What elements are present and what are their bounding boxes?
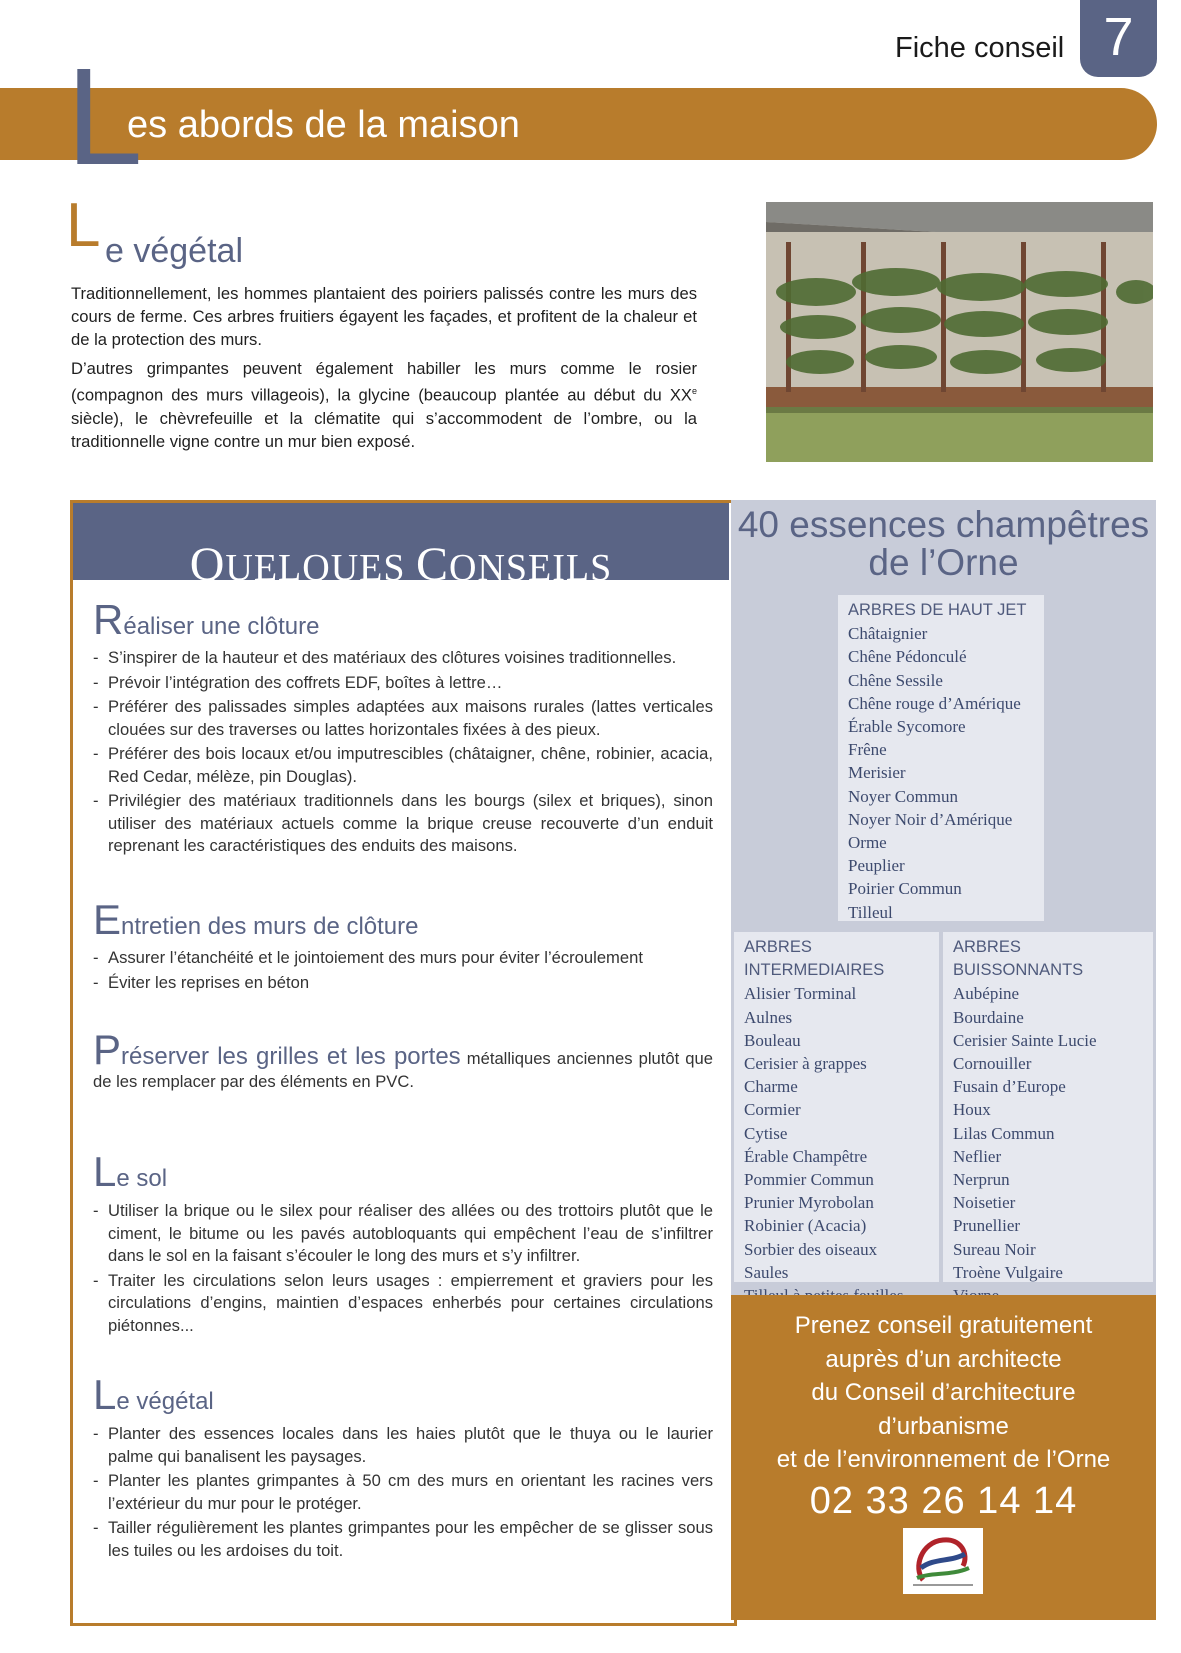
list-item: - Privilégier des matériaux traditionnels dans les bourgs (silex et briques), sinon utiliser des matériaux actuels comme la brique creuse recouverte d’un enduit reprenant les caractéristiques des enduits des maisons.	[93, 790, 713, 858]
section-entretien-heading: Entretien des murs de clôture	[93, 896, 419, 943]
list-item: Fusain d’Europe	[953, 1077, 1066, 1097]
list-item: Saules	[744, 1262, 789, 1282]
list-item: Érable Champêtre	[744, 1146, 868, 1166]
advice-line: Prenez conseil gratuitement	[794, 1312, 1093, 1339]
list-item: Chêne Pédonculé	[848, 647, 967, 667]
list-item: Bouleau	[744, 1030, 801, 1050]
list-item: - Éviter les reprises en béton	[93, 972, 713, 995]
intro-paragraph-2: D’autres grimpantes peuvent également habiller les murs comme le rosier (compagnon des murs villageois), la glycine (beaucoup plantée au début du XXe siècle), le chèvrefeuille et la clématite qui s’accommodent de l’ombre, ou la traditionnelle vigne contre un mur bien exposé.	[71, 359, 697, 451]
list-item: Noyer Noir d’Amérique	[848, 809, 1013, 829]
section-entretien-list	[93, 947, 713, 996]
list-item: Chêne rouge d’Amérique	[848, 693, 1021, 713]
list-item: Sorbier des oiseaux	[744, 1239, 878, 1259]
list-item: Pommier Commun	[744, 1170, 874, 1190]
haut-jet-box	[838, 595, 1044, 921]
list-item: - S’inspirer de la hauteur et des matériaux des clôtures voisines traditionnelles.	[93, 647, 713, 670]
tips-heading: QUELQUES CONSEILS	[73, 503, 729, 580]
list-item: Cerisier à grappes	[744, 1054, 867, 1074]
advice-line: d’urbanisme	[878, 1412, 1009, 1440]
list-item: Robinier (Acacia)	[744, 1216, 867, 1236]
page-number-tab: 7	[1080, 0, 1157, 77]
vegetal-heading: e végétal	[105, 232, 243, 270]
caue-logo-icon	[903, 1528, 983, 1594]
list-item: Cormier	[744, 1100, 801, 1120]
section-vegetal-list	[93, 1423, 713, 1564]
list-item: Aulnes	[744, 1007, 793, 1027]
list-item: Cytise	[744, 1123, 788, 1143]
list-item: - Prévoir l’intégration des coffrets EDF, boîtes à lettre…	[93, 672, 713, 695]
intermediaires-box	[734, 932, 939, 1282]
list-item: Châtaignier	[848, 624, 928, 644]
section-cloture-list	[93, 647, 713, 860]
list-item: Neflier	[953, 1146, 1002, 1166]
espalier-wall-photo	[766, 202, 1153, 462]
vegetal-intro-text	[71, 282, 697, 459]
section-cloture-heading: Réaliser une clôture	[93, 596, 320, 643]
list-item: - Assurer l’étanchéité et le jointoiement des murs pour éviter l’écroulement	[93, 947, 713, 970]
page-title: es abords de la maison	[127, 104, 520, 146]
intermediaires-heading: ARBRES INTERMEDIAIRES	[744, 938, 885, 980]
essences-title: 40 essences champêtres de l’Orne	[737, 504, 1150, 583]
list-item: - Préférer des palissades simples adaptées aux maisons rurales (lattes verticales clouées sur des traverses ou lattes horizontales fixées à des pieux.	[93, 696, 713, 741]
section-vegetal-heading: Le végétal	[93, 1371, 214, 1418]
list-item: Poirier Commun	[848, 879, 962, 899]
list-item: Noyer Commun	[848, 786, 959, 806]
list-item: Troène Vulgaire	[953, 1262, 1063, 1282]
list-item: - Utiliser la brique ou le silex pour réaliser des allées ou des trottoirs plutôt que le ciment, le bitume ou les pavés autobloquants qui empêchent l’eau de s’infiltrer dans le sol en la faisant s’écouler le long des murs et s’y infiltrer.	[93, 1200, 713, 1268]
vegetal-initial: L	[66, 191, 101, 260]
haut-jet-heading: ARBRES DE HAUT JET	[848, 601, 1027, 619]
list-item: Nerprun	[953, 1170, 1010, 1190]
advice-line: auprès d’un architecte	[825, 1345, 1062, 1373]
title-initial: L	[66, 40, 143, 194]
list-item: - Tailler régulièrement les plantes grimpantes pour les empêcher de se glisser sous les tuiles ou les ardoises du toit.	[93, 1517, 713, 1562]
list-item: Noisetier	[953, 1193, 1016, 1213]
list-item: Frêne	[848, 740, 887, 760]
list-item: Sureau Noir	[953, 1239, 1036, 1259]
list-item: Érable Sycomore	[848, 717, 966, 737]
list-item: Merisier	[848, 763, 906, 783]
buissonnants-heading: ARBRES BUISSONNANTS	[953, 938, 1084, 980]
list-item: - Préférer des bois locaux et/ou imputrescibles (châtaigner, chêne, robinier, acacia, Red Cedar, mélèze, pin Douglas).	[93, 743, 713, 788]
list-item: - Traiter les circulations selon leurs usages : empierrement et graviers pour les circulations d’engins, maintien d’espaces enherbés pour certaines circulations piétonnes...	[93, 1270, 713, 1338]
advice-line: et de l’environnement de l’Orne	[776, 1446, 1111, 1473]
list-item: Lilas Commun	[953, 1123, 1055, 1143]
section-preserver: Préserver les grilles et les portes métalliques anciennes plutôt que de les remplacer par des éléments en PVC.	[93, 1026, 713, 1091]
list-item: Charme	[744, 1077, 798, 1097]
list-item: Orme	[848, 833, 887, 853]
intro-paragraph-1: Traditionnellement, les hommes plantaient des poiriers palissés contre les murs des cours de ferme. Ces arbres fruitiers égayent les façades, et profitent de la chaleur et de la protection des murs.	[71, 284, 697, 349]
list-item: Prunier Myrobolan	[744, 1193, 874, 1213]
fiche-conseil-label: Fiche conseil	[895, 32, 1065, 64]
list-item: - Planter les plantes grimpantes à 50 cm des murs en orientant les racines vers l’extérieur du mur pour le protéger.	[93, 1470, 713, 1515]
list-item: Alisier Torminal	[744, 984, 857, 1004]
list-item: Bourdaine	[953, 1007, 1024, 1027]
section-sol-list	[93, 1200, 713, 1339]
list-item: Aubépine	[953, 984, 1020, 1004]
section-sol-heading: Le sol	[93, 1148, 168, 1195]
list-item: Chêne Sessile	[848, 670, 943, 690]
list-item: Cerisier Sainte Lucie	[953, 1030, 1097, 1050]
list-item: Cornouiller	[953, 1054, 1032, 1074]
buissonnants-box	[943, 932, 1153, 1282]
photo-illustration	[766, 202, 1153, 462]
list-item: Houx	[953, 1100, 991, 1120]
list-item: Peuplier	[848, 856, 905, 876]
list-item: - Planter des essences locales dans les haies plutôt que le thuya ou le laurier palme qui banalisent les paysages.	[93, 1423, 713, 1468]
list-item: Prunellier	[953, 1216, 1021, 1236]
advice-line: du Conseil d’architecture	[811, 1379, 1076, 1406]
list-item: Tilleul	[848, 902, 893, 922]
phone-number: 02 33 26 14 14	[809, 1479, 1078, 1522]
